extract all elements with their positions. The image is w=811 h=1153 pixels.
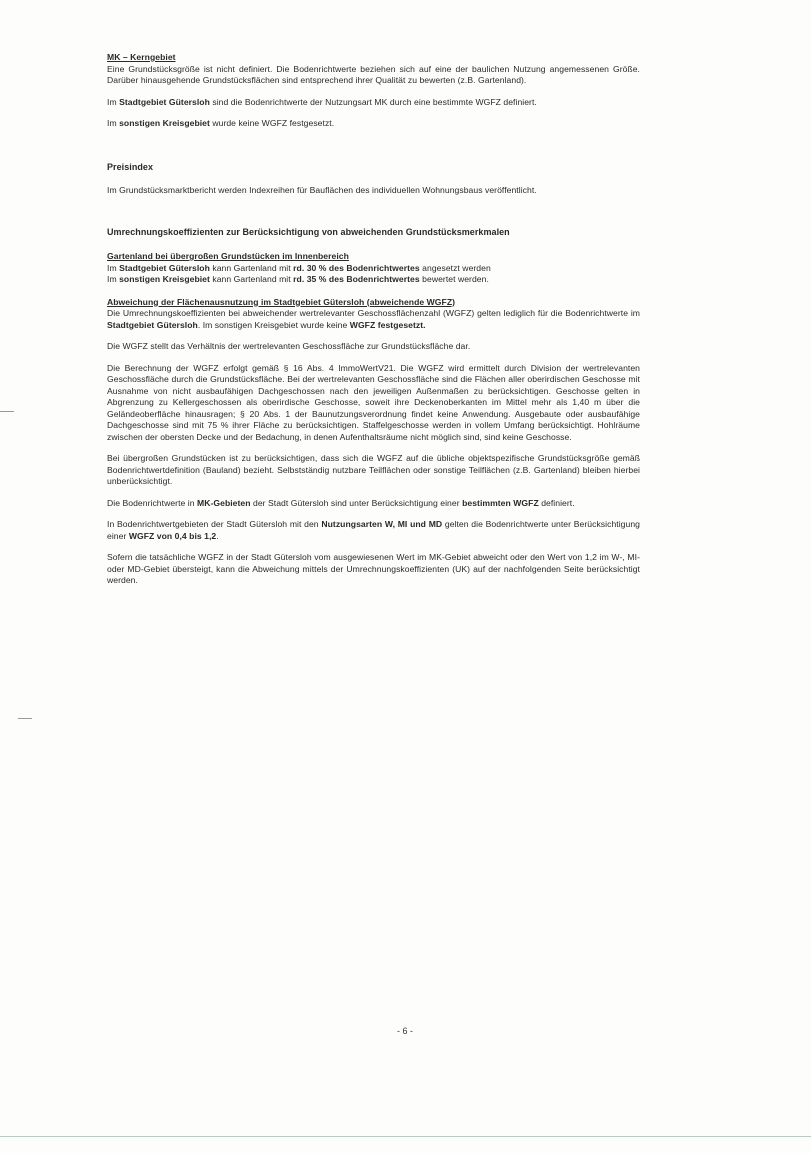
mk-stadtgebiet-paragraph: Im Stadtgebiet Gütersloh sind die Bodenrichtwerte der Nutzungsart MK durch eine bestimmte WGFZ definiert. xyxy=(107,96,537,107)
abweichung-paragraph-5: Die Bodenrichtwerte in MK-Gebieten der Stadt Gütersloh sind unter Berücksichtigung einer bestimmten WGFZ definiert. xyxy=(107,497,575,508)
document-body xyxy=(107,52,640,587)
left-margin-mark xyxy=(18,718,32,719)
gartenland-heading: Gartenland bei übergroßen Grundstücken im Innenbereich xyxy=(107,251,349,261)
abweichung-paragraph-6: In Bodenrichtwertgebieten der Stadt Gütersloh mit den Nutzungsarten W, MI und MD gelten die Bodenrichtwerte unter Berücksichtigung einer WGFZ von 0,4 bis 1,2. xyxy=(107,519,640,541)
preisindex-paragraph: Im Grundstücksmarktbericht werden Indexreihen für Bauflächen des individuellen Wohnungsbaus veröffentlicht. xyxy=(107,185,537,195)
mk-paragraph: Eine Grundstücksgröße ist nicht definiert. Die Bodenrichtwerte beziehen sich auf eine der baulichen Nutzung angemessenen Größe. Darüber hinausgehende Grundstücksflächen sind entsprechend ihrer Qualität zu bewerten (z.B. Gartenland). xyxy=(107,63,640,85)
gartenland-stadtgebiet-line: Im Stadtgebiet Gütersloh kann Gartenland mit rd. 30 % des Bodenrichtwertes angesetzt werden xyxy=(107,262,491,273)
abweichung-paragraph-4: Bei übergroßen Grundstücken ist zu berücksichtigen, dass sich die WGFZ auf die übliche objektspezifische Grundstücksgröße gemäß Bodenrichtwertdefinition (Bauland) bezieht. Selbstständig nutzbare Teilflächen oder sonstige Teilflächen (z.B. Gartenland) bleiben hierbei unberücksichtigt. xyxy=(107,453,640,486)
abweichung-heading: Abweichung der Flächenausnutzung im Stadtgebiet Gütersloh (abweichende WGFZ) xyxy=(107,296,456,307)
gartenland-kreisgebiet-line: Im sonstigen Kreisgebiet kann Gartenland mit rd. 35 % des Bodenrichtwertes bewertet werden. xyxy=(107,274,489,284)
umrechnung-heading: Umrechnungskoeffizienten zur Berücksichtigung von abweichenden Grundstücksmerkmalen xyxy=(107,226,510,237)
left-margin-mark xyxy=(0,411,14,412)
bottom-rule xyxy=(0,1136,811,1137)
page-number: - 6 - xyxy=(396,1026,413,1036)
abweichung-paragraph-7: Sofern die tatsächliche WGFZ in der Stadt Gütersloh vom ausgewiesenen Wert im MK-Gebiet abweicht oder den Wert von 1,2 im W-, MI- oder MD-Gebiet übersteigt, kann die Abweichung mittels der Umrechnungskoeffizienten (UK) auf der nachfolgenden Seite berücksichtigt werden. xyxy=(107,552,640,585)
abweichung-paragraph-2: Die WGFZ stellt das Verhältnis der wertrelevanten Geschossfläche zur Grundstücksfläche dar. xyxy=(107,341,471,351)
abweichung-paragraph-1: Die Umrechnungskoeffizienten bei abweichender wertrelevanter Geschossflächenzahl (WGFZ) gelten lediglich für die Bodenrichtwerte im Stadtgebiet Gütersloh. Im sonstigen Kreisgebiet wurde keine WGFZ festgesetzt. xyxy=(107,308,640,330)
mk-kreisgebiet-paragraph: Im sonstigen Kreisgebiet wurde keine WGFZ festgesetzt. xyxy=(107,118,335,128)
abweichung-paragraph-3: Die Berechnung der WGFZ erfolgt gemäß § 16 Abs. 4 ImmoWertV21. Die WGFZ wird ermittelt durch Division der wertrelevanten Geschossfläche durch die Grundstücksfläche. Bei der wertrelevanten Geschossfläche sind die Flächen aller oberirdischen Geschosse mit Ausnahme von nicht ausbaufähigen Dachgeschossen nach den jeweiligen Außenmaßen zu berücksichtigen. Geschosse gelten in Abgrenzung zu Kellergeschossen als oberirdische Geschosse, soweit ihre Deckenoberkanten im Mittel mehr als 1,40 m über die Geländeoberfläche hinausragen; § 20 Abs. 1 der Baunutzungsverordnung findet keine Anwendung. Ausgebaute oder ausbaufähige Dachgeschosse sind mit 75 % ihrer Fläche zu berücksichtigen. Staffelgeschosse werden in vollem Umfang berücksichtigt. Hohlräume zwischen der obersten Decke und der Bedachung, in denen Aufenthaltsräume nicht möglich sind, sind keine Geschosse. xyxy=(107,362,640,442)
preisindex-heading: Preisindex xyxy=(107,161,154,172)
mk-heading: MK – Kerngebiet xyxy=(107,52,176,62)
